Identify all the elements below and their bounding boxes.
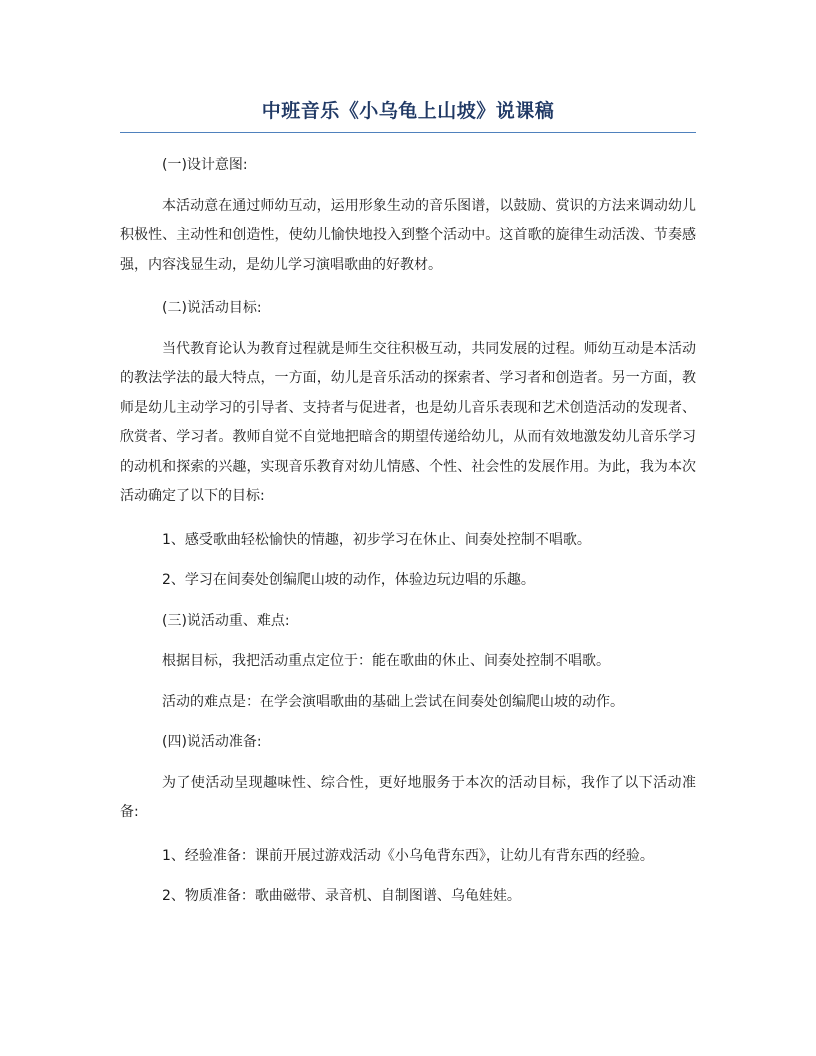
document-page — [120, 96, 696, 923]
document-title: 中班音乐《小乌龟上山坡》说课稿 — [120, 96, 696, 133]
preparation-item-2: 2、物质准备：歌曲磁带、录音机、自制图谱、乌龟娃娃。 — [162, 888, 521, 904]
paragraph-key-point: 根据目标，我把活动重点定位于：能在歌曲的休止、间奏处控制不唱歌。 — [162, 653, 610, 669]
paragraph-design-intent: 本活动意在通过师幼互动，运用形象生动的音乐图谱，以鼓励、赏识的方法来调动幼儿积极性、主动性和创造性，使幼儿愉快地投入到整个活动中。这首歌的旋律生动活泼、节奏感强，内容浅显生动，是幼儿学习演唱歌曲的好教材。 — [120, 197, 696, 273]
section-heading-key-points: (三)说活动重、难点: — [162, 612, 290, 629]
document-body — [120, 151, 696, 912]
section-heading-design-intent: (一)设计意图: — [162, 157, 248, 173]
section-heading-preparation: (四)说活动准备: — [162, 734, 262, 750]
objective-item-2: 2、学习在间奏处创编爬山坡的动作，体验边玩边唱的乐趣。 — [162, 572, 535, 588]
preparation-item-1: 1、经验准备：课前开展过游戏活动《小乌龟背东西》，让幼儿有背东西的经验。 — [162, 847, 654, 864]
paragraph-difficulty: 活动的难点是：在学会演唱歌曲的基础上尝试在间奏处创编爬山坡的动作。 — [162, 693, 624, 710]
objective-item-1: 1、感受歌曲轻松愉快的情趣，初步学习在休止、间奏处控制不唱歌。 — [162, 531, 591, 548]
paragraph-objectives: 当代教育论认为教育过程就是师生交往积极互动，共同发展的过程。师幼互动是本活动的教法学法的最大特点，一方面，幼儿是音乐活动的探索者、学习者和创造者。另一方面，教师是幼儿主动学习的引导者、支持者与促进者，也是幼儿音乐表现和艺术创造活动的发现者、欣赏者、学习者。教师自觉不自觉地把暗含的期望传递给幼儿，从而有效地激发幼儿音乐学习的动机和探索的兴趣，实现音乐教育对幼儿情感、个性、社会性的发展作用。为此，我为本次活动确定了以下的目标: — [120, 340, 696, 504]
section-heading-objectives: (二)说活动目标: — [162, 300, 262, 316]
paragraph-preparation: 为了使活动呈现趣味性、综合性，更好地服务于本次的活动目标，我作了以下活动准备: — [120, 774, 696, 820]
